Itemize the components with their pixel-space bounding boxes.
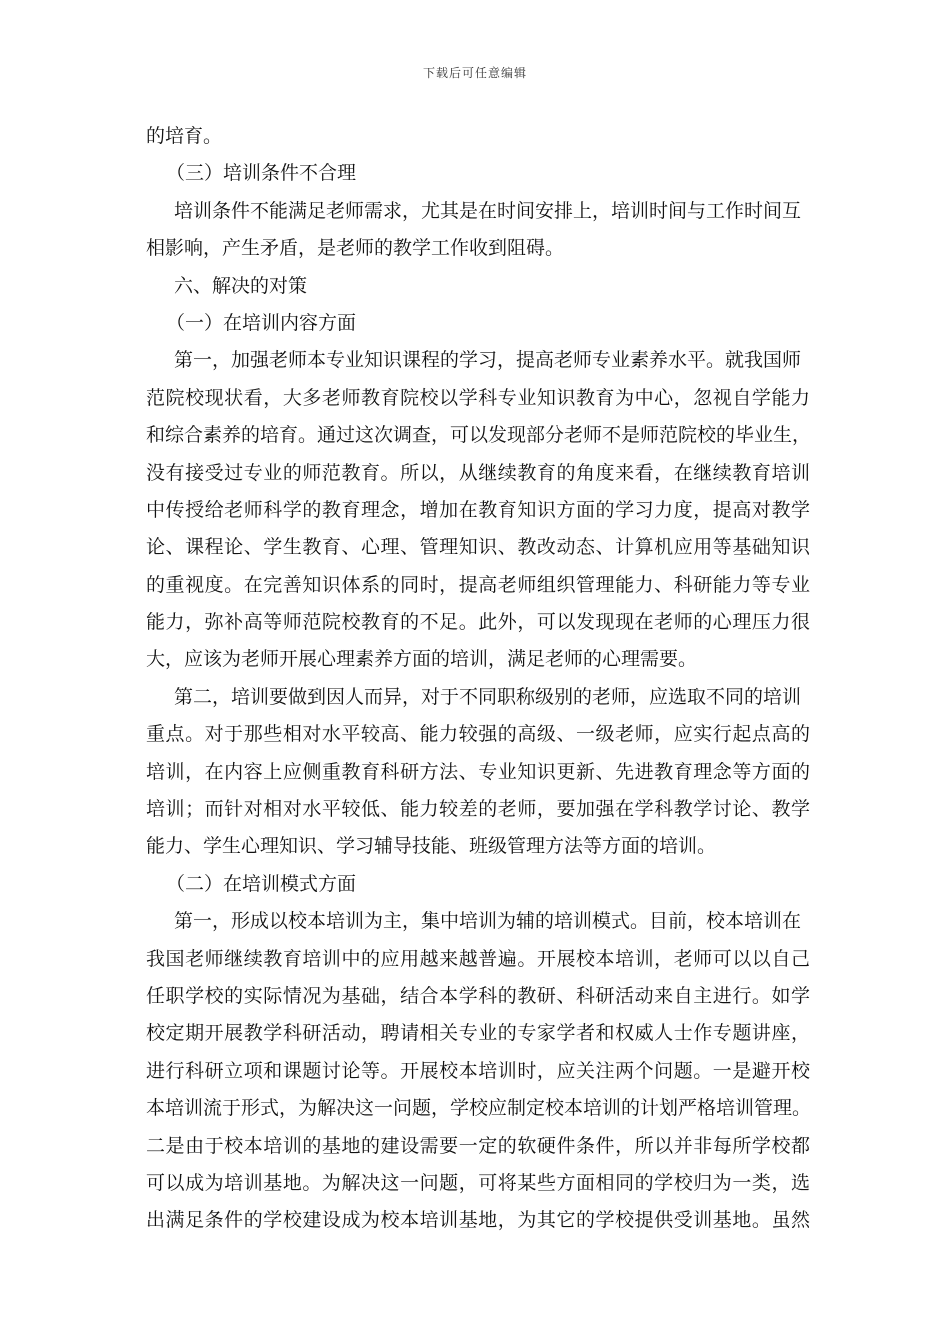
text-line: 和综合素养的培育。通过这次调查，可以发现部分老师不是师范院校的毕业生， (146, 424, 812, 447)
page-header: 下载后可任意编辑 (422, 66, 527, 80)
text-line: （二）在培训模式方面 (166, 872, 357, 895)
text-line: 我国老师继续教育培训中的应用越来越普遍。开展校本培训，老师可以以自己 (146, 947, 810, 970)
text-line: 没有接受过专业的师范教育。所以，从继续教育的角度来看，在继续教育培训 (146, 461, 810, 484)
text-line: 的培育。 (146, 125, 223, 147)
text-line: 第一，形成以校本培训为主，集中培训为辅的培训模式。目前，校本培训在 (174, 910, 802, 933)
text-line: 本培训流于形式，为解决这一问题，学校应制定校本培训的计划严格培训管理。 (146, 1097, 812, 1120)
text-line: （三）培训条件不合理 (166, 162, 357, 185)
text-line: 范院校现状看，大多老师教育院校以学科专业知识教育为中心，忽视自学能力 (146, 386, 810, 409)
text-line: 培训条件不能满足老师需求，尤其是在时间安排上，培训时间与工作时间互 (174, 199, 802, 222)
text-line: 校定期开展教学科研活动，聘请相关专业的专家学者和权威人士作专题讲座， (146, 1022, 810, 1045)
text-line: 二是由于校本培训的基地的建设需要一定的软硬件条件，所以并非每所学校都 (146, 1134, 810, 1157)
text-line: 论、课程论、学生教育、心理、管理知识、教改动态、计算机应用等基础知识 (146, 536, 810, 559)
text-line: 的重视度。在完善知识体系的同时，提高老师组织管理能力、科研能力等专业 (146, 573, 810, 596)
text-line: （一）在培训内容方面 (166, 311, 357, 334)
text-line: 大，应该为老师开展心理素养方面的培训，满足老师的心理需要。 (146, 648, 698, 671)
document-body (146, 118, 810, 1240)
text-line: 中传授给老师科学的教育理念，增加在教育知识方面的学习力度，提高对教学 (146, 498, 810, 521)
text-line: 能力、学生心理知识、学习辅导技能、班级管理方法等方面的培训。 (146, 835, 717, 858)
text-line: 相影响，产生矛盾，是老师的教学工作收到阻碍。 (146, 237, 565, 260)
text-line: 可以成为培训基地。为解决这一问题，可将某些方面相同的学校归为一类，选 (146, 1171, 810, 1194)
text-line: 培训，在内容上应侧重教育科研方法、专业知识更新、先进教育理念等方面的 (146, 760, 810, 783)
text-line: 进行科研立项和课题讨论等。开展校本培训时，应关注两个问题。一是避开校 (146, 1059, 810, 1082)
text-line: 出满足条件的学校建设成为校本培训基地，为其它的学校提供受训基地。虽然 (146, 1209, 810, 1232)
text-line: 第一，加强老师本专业知识课程的学习，提高老师专业素养水平。就我国师 (174, 349, 802, 372)
text-line: 能力，弥补高等师范院校教育的不足。此外，可以发现现在老师的心理压力很 (146, 611, 810, 634)
text-line: 重点。对于那些相对水平较高、能力较强的高级、一级老师，应实行起点高的 (146, 723, 810, 746)
text-line: 任职学校的实际情况为基础，结合本学科的教研、科研活动来自主进行。如学 (146, 984, 810, 1007)
text-line: 六、解决的对策 (174, 274, 308, 297)
text-line: 培训；而针对相对水平较低、能力较差的老师，要加强在学科教学讨论、教学 (146, 798, 810, 821)
text-line: 第二，培训要做到因人而异，对于不同职称级别的老师，应选取不同的培训 (174, 685, 802, 708)
